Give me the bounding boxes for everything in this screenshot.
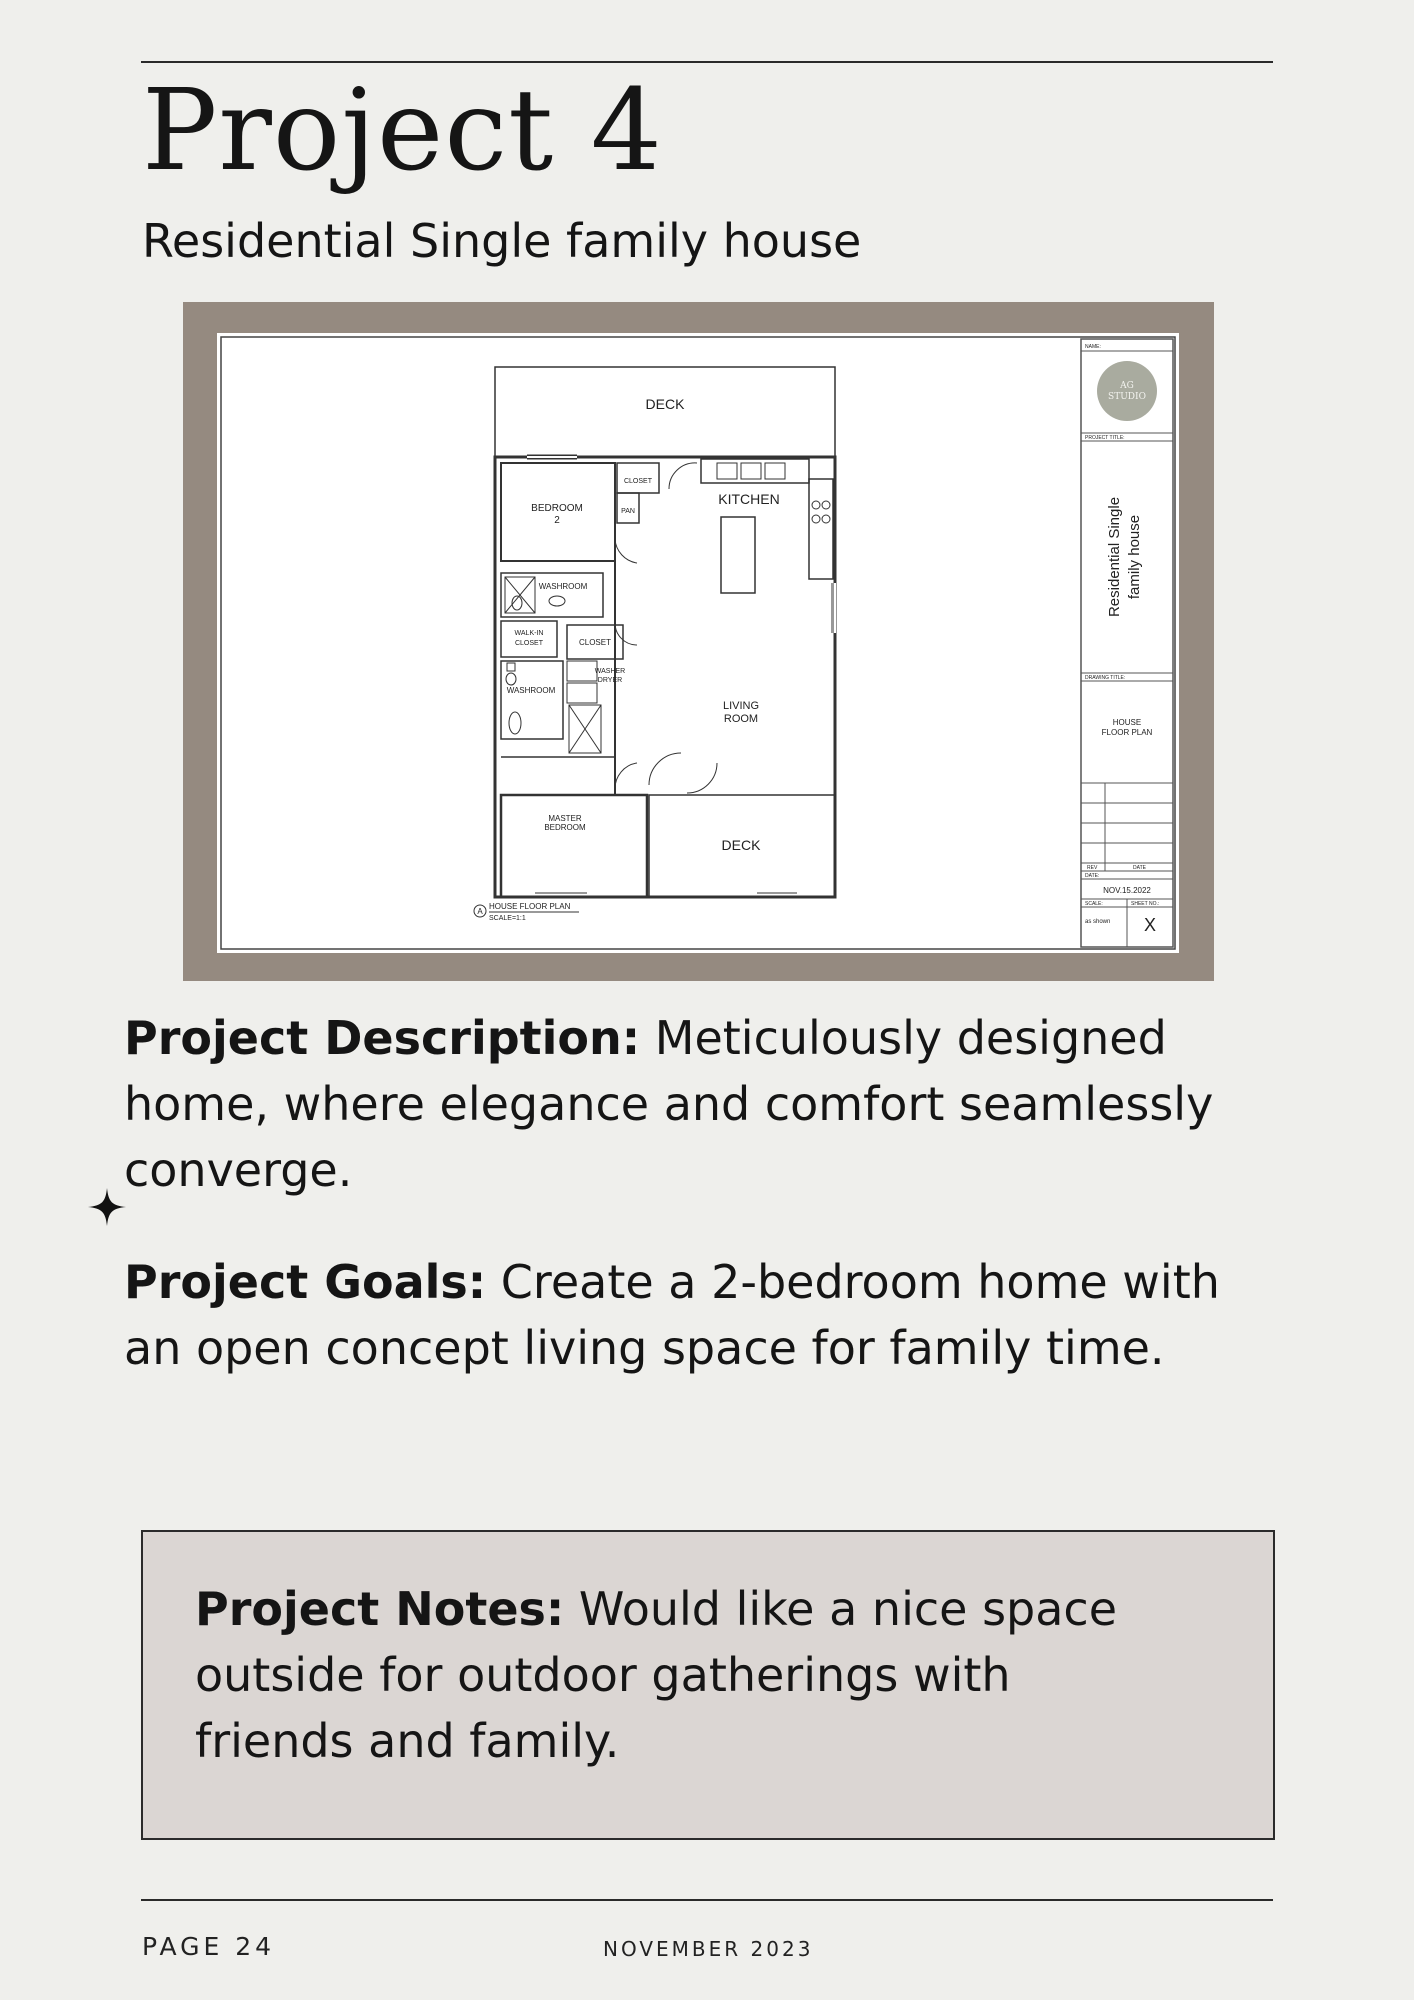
title-block-grid xyxy=(1081,339,1173,947)
caption-marker: A xyxy=(477,907,483,916)
description-text: Meticulously designed home, where elegance and comfort seamlessly converge. xyxy=(124,1011,1214,1197)
bottom-rule xyxy=(141,1899,1273,1901)
goals-label: Project Goals: xyxy=(124,1255,487,1309)
floor-plan-drawing xyxy=(217,333,1179,953)
room-label-washroom-top: WASHROOM xyxy=(538,582,588,591)
plan-caption-scale: SCALE=1:1 xyxy=(489,915,526,922)
footer-date: NOVEMBER 2023 xyxy=(603,1937,814,1961)
date-label: DATE: xyxy=(1085,873,1100,879)
drawing-title-line2: FLOOR PLAN xyxy=(1101,728,1153,737)
room-label-master: MASTER xyxy=(548,814,582,823)
description-label: Project Description: xyxy=(124,1011,641,1065)
date-column-label: DATE xyxy=(1133,865,1146,871)
room-label-dryer: DRYER xyxy=(597,677,623,684)
room-label-washer: WASHER xyxy=(594,668,626,675)
drawing-title-label: DRAWING TITLE: xyxy=(1085,675,1126,681)
scale-label: SCALE: xyxy=(1085,901,1103,907)
project-description xyxy=(124,1005,1274,1203)
room-label-closet-top: CLOSET xyxy=(623,478,653,485)
project-goals xyxy=(124,1249,1274,1381)
top-rule xyxy=(141,61,1273,63)
plan-walls xyxy=(495,367,835,897)
project-title-line1: Residential Single xyxy=(1106,496,1123,618)
name-label: NAME: xyxy=(1085,344,1101,350)
room-label-living: LIVING xyxy=(722,700,760,712)
project-notes-box xyxy=(141,1530,1275,1840)
sheet-value: X xyxy=(1143,915,1157,935)
room-label-bedroom2: BEDROOM xyxy=(531,503,583,514)
floor-plan-sheet xyxy=(217,333,1179,953)
project-title-label: PROJECT TITLE: xyxy=(1085,435,1125,441)
logo-text-ag: AG xyxy=(1120,381,1134,391)
project-notes xyxy=(195,1576,1175,1774)
notes-text: Would like a nice space outside for outdoor gatherings with friends and family. xyxy=(195,1582,1118,1768)
goals-text: Create a 2-bedroom home with an open concept living space for family time. xyxy=(124,1255,1220,1375)
sparkle-icon xyxy=(88,1188,126,1226)
rev-label: REV xyxy=(1087,865,1098,871)
room-label-closet-mid: CLOSET xyxy=(578,638,612,647)
scale-value: as shown xyxy=(1085,919,1111,925)
room-label-washroom-bottom: WASHROOM xyxy=(506,686,556,695)
room-label-living-room: ROOM xyxy=(723,713,759,725)
project-title-line2: family house xyxy=(1126,514,1143,600)
logo-text-studio: STUDIO xyxy=(1108,392,1146,402)
room-label-walkin: WALK-IN xyxy=(514,630,544,637)
room-label-deck-top: DECK xyxy=(645,396,685,412)
page-title: Project 4 xyxy=(142,66,663,196)
date-value: NOV.15.2022 xyxy=(1103,886,1151,895)
room-label-deck-bottom: DECK xyxy=(721,837,761,853)
page-number: PAGE 24 xyxy=(142,1932,276,1961)
sheet-label: SHEET NO.: xyxy=(1131,901,1160,907)
floor-plan-frame xyxy=(183,302,1214,981)
room-label-bedroom2-number: 2 xyxy=(554,515,560,526)
room-label-walkin-closet: CLOSET xyxy=(514,640,544,647)
logo-circle xyxy=(1097,361,1157,421)
room-label-pan: PAN xyxy=(621,508,635,515)
notes-label: Project Notes: xyxy=(195,1582,565,1636)
drawing-title-line1: HOUSE xyxy=(1112,718,1142,727)
project-subtitle: Residential Single family house xyxy=(142,214,862,268)
plan-caption-title: HOUSE FLOOR PLAN xyxy=(489,902,571,911)
room-label-kitchen: KITCHEN xyxy=(718,491,780,507)
room-label-master-bedroom: BEDROOM xyxy=(544,823,586,832)
